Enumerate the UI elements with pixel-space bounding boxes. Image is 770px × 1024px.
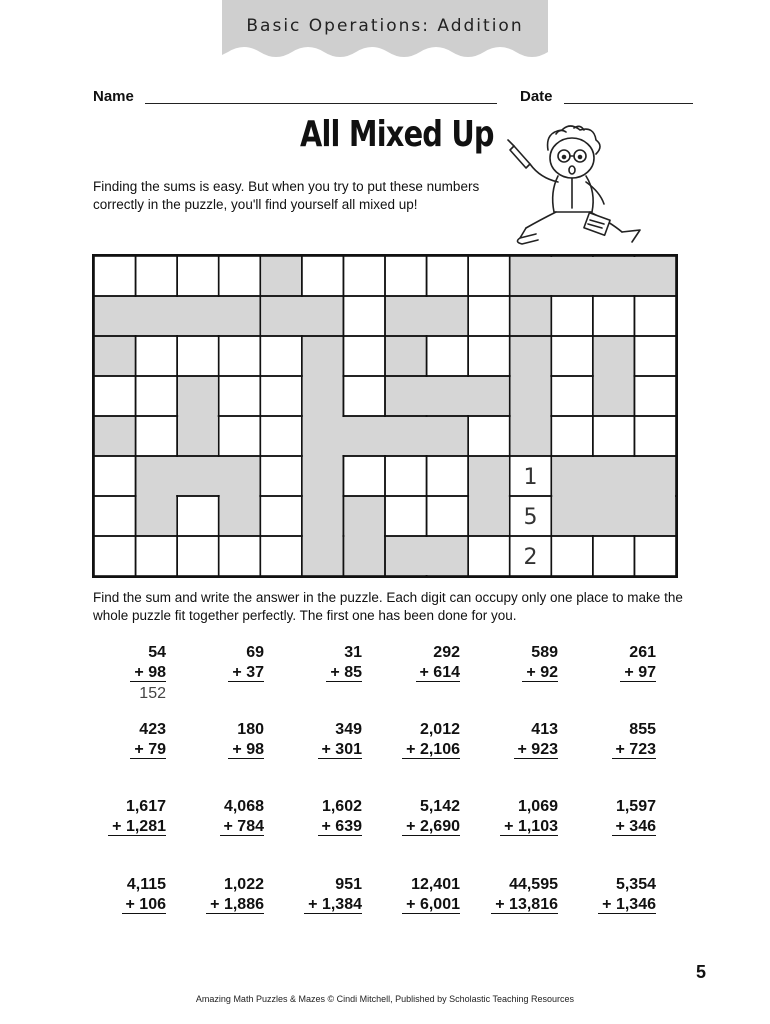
instructions-text: Find the sum and write the answer in the puzzle. Each digit can occupy only one place to make the whole puzzle fit together perfectly. The first one has been done for you.: [93, 590, 683, 623]
problem-addend-top: 1,617: [125, 798, 166, 815]
shaded-fill: [178, 417, 218, 455]
banner-title: Basic Operations: Addition: [246, 16, 524, 36]
addition-problem: [566, 875, 656, 915]
problem-addend-top: 2,012: [419, 721, 460, 738]
shaded-fill: [220, 457, 260, 535]
shaded-fill: [303, 457, 343, 575]
page-title: All Mixed Up: [300, 114, 494, 155]
problem-addend-top: 54: [148, 644, 166, 661]
problem-addend-bottom: + 97: [566, 663, 656, 683]
problem-addend-bottom: + 923: [468, 740, 558, 760]
date-field[interactable]: [564, 103, 693, 104]
addition-problem: [566, 643, 656, 683]
problem-addend-top: 1,602: [321, 798, 362, 815]
problem-addend-top: 423: [139, 721, 166, 738]
problem-addend-top: 5,142: [419, 798, 460, 815]
addition-problem: [174, 797, 264, 837]
given-digit: 2: [523, 545, 538, 570]
problem-addend-bottom: + 723: [566, 740, 656, 760]
problem-addend-bottom: + 1,886: [174, 895, 264, 915]
addition-problem: [76, 643, 166, 703]
given-digit: 5: [523, 505, 538, 530]
problem-addend-bottom: + 639: [272, 817, 362, 837]
problem-addend-bottom: + 301: [272, 740, 362, 760]
problem-addend-bottom: + 37: [174, 663, 264, 683]
footer-credit: Amazing Math Puzzles & Mazes © Cindi Mitchell, Published by Scholastic Teaching Resources: [195, 994, 575, 1004]
problem-addend-bottom: + 98: [76, 663, 166, 683]
shaded-fill: [95, 417, 135, 455]
problem-addend-bottom: + 6,001: [370, 895, 460, 915]
addition-problem: [76, 875, 166, 915]
shaded-fill: [137, 457, 177, 535]
problem-addend-bottom: + 1,103: [468, 817, 558, 837]
problem-addend-top: 180: [237, 721, 264, 738]
addition-problem: [76, 720, 166, 760]
addition-problem: [174, 720, 264, 760]
addition-problem: [370, 875, 460, 915]
problem-addend-top: 951: [335, 876, 362, 893]
intro-text: Finding the sums is easy. But when you try to put these numbers correctly in the puzzle, you'll find yourself all mixed up!: [93, 179, 480, 212]
problem-addend-top: 1,022: [223, 876, 264, 893]
problem-addend-bottom: + 2,690: [370, 817, 460, 837]
shaded-fill: [552, 457, 675, 535]
addition-problem: [272, 875, 362, 915]
problem-addend-top: 5,354: [615, 876, 656, 893]
problem-addend-top: 413: [531, 721, 558, 738]
shaded-fill: [386, 337, 426, 375]
page-number: 5: [696, 962, 707, 982]
crossnumber-grid: [92, 254, 678, 578]
problem-addend-bottom: + 106: [76, 895, 166, 915]
problem-addend-bottom: + 346: [566, 817, 656, 837]
shaded-fill: [95, 337, 135, 375]
problem-addend-top: 349: [335, 721, 362, 738]
shaded-fill: [386, 297, 467, 335]
shaded-fill: [469, 457, 509, 535]
addition-problem: [272, 643, 362, 683]
shaded-fill: [511, 297, 551, 335]
problem-addend-bottom: + 1,346: [566, 895, 656, 915]
problem-addend-top: 4,115: [126, 876, 166, 893]
given-digit: 1: [523, 465, 538, 490]
addition-problem: [468, 875, 558, 915]
problem-addend-top: 44,595: [509, 876, 558, 893]
shaded-fill: [95, 297, 259, 335]
problem-addend-top: 855: [629, 721, 656, 738]
addition-problem: [468, 797, 558, 837]
problem-addend-top: 1,597: [615, 798, 656, 815]
problem-addend-bottom: + 784: [174, 817, 264, 837]
problem-addend-bottom: + 614: [370, 663, 460, 683]
addition-problem: [370, 797, 460, 837]
addition-problem: [76, 797, 166, 837]
date-label: Date: [520, 88, 553, 105]
addition-problem: [566, 797, 656, 837]
shaded-fill: [261, 297, 342, 335]
problem-addend-bottom: + 1,281: [76, 817, 166, 837]
name-label: Name: [93, 88, 134, 105]
grid-canvas: [94, 256, 676, 576]
shaded-fill: [344, 497, 384, 575]
addition-problem: [370, 643, 460, 683]
problem-addend-top: 69: [246, 644, 264, 661]
problem-addend-top: 292: [433, 644, 460, 661]
problem-addend-top: 12,401: [411, 876, 460, 893]
addition-problem: [370, 720, 460, 760]
problem-addend-bottom: + 13,816: [468, 895, 558, 915]
shaded-fill: [386, 377, 509, 415]
problem-addend-bottom: + 1,384: [272, 895, 362, 915]
shaded-fill: [511, 337, 551, 455]
problem-addend-bottom: + 92: [468, 663, 558, 683]
character-illustration: [500, 120, 650, 255]
problem-addend-bottom: + 85: [272, 663, 362, 683]
shaded-fill: [303, 417, 467, 455]
problem-answer: 152: [139, 685, 166, 702]
section-banner: [222, 0, 548, 62]
name-field[interactable]: [145, 103, 497, 104]
problem-addend-bottom: + 79: [76, 740, 166, 760]
addition-problem: [272, 797, 362, 837]
problem-addend-bottom: + 2,106: [370, 740, 460, 760]
problem-addend-top: 4,068: [223, 798, 264, 815]
addition-problem: [174, 643, 264, 683]
problem-addend-top: 1,069: [517, 798, 558, 815]
problem-addend-bottom: + 98: [174, 740, 264, 760]
addition-problem: [566, 720, 656, 760]
problem-addend-top: 31: [344, 644, 362, 661]
shaded-fill: [386, 537, 467, 575]
addition-problem: [468, 720, 558, 760]
shaded-fill: [511, 257, 675, 295]
problem-addend-top: 589: [531, 644, 558, 661]
addition-problem: [468, 643, 558, 683]
problem-addend-top: 261: [629, 644, 656, 661]
shaded-fill: [594, 337, 634, 415]
addition-problem: [272, 720, 362, 760]
addition-problem: [174, 875, 264, 915]
shaded-fill: [261, 257, 301, 295]
